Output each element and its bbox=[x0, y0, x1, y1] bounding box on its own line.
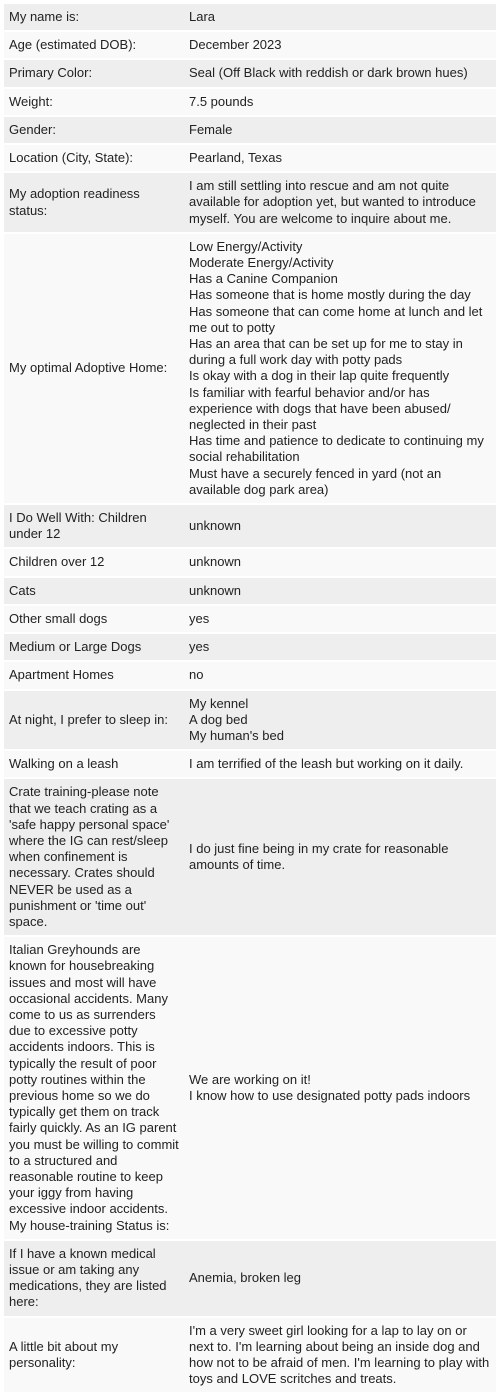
row-value bbox=[184, 513, 496, 539]
profile-row bbox=[4, 634, 496, 660]
row-value bbox=[184, 662, 496, 688]
row-value bbox=[184, 1067, 496, 1109]
profile-table bbox=[4, 4, 496, 1394]
value-line: Moderate Energy/Activity bbox=[189, 255, 334, 271]
row-label: Crate training-please note that we teach crating as a 'safe happy personal space' where the IG can rest/sleep when confinement is necessary. Crates should NEVER be used as a punishment or 'time out' space. bbox=[9, 784, 170, 929]
value-line: Is familiar with fearful behavior and/or has experience with dogs that have been abused/ neglected in their past bbox=[189, 384, 451, 433]
row-label: Weight: bbox=[9, 93, 53, 109]
row-label: I Do Well With: Children under 12 bbox=[9, 510, 147, 542]
profile-row bbox=[4, 60, 496, 86]
value-line: I know how to use designated potty pads indoors bbox=[189, 1087, 471, 1103]
value-line: December 2023 bbox=[189, 37, 282, 53]
value-line: Seal (Off Black with reddish or dark brown hues) bbox=[189, 65, 468, 81]
profile-row bbox=[4, 4, 496, 30]
row-label: My adoption readiness status: bbox=[9, 186, 140, 218]
value-line: Pearland, Texas bbox=[189, 150, 282, 166]
row-value bbox=[184, 145, 496, 171]
profile-row bbox=[4, 505, 496, 547]
value-line: Has someone that is home mostly during the day bbox=[189, 287, 471, 303]
profile-row bbox=[4, 578, 496, 604]
row-label: Apartment Homes bbox=[9, 667, 114, 683]
value-line: yes bbox=[189, 610, 210, 626]
profile-row bbox=[4, 662, 496, 688]
value-line: Has a Canine Companion bbox=[189, 271, 338, 287]
row-value bbox=[184, 606, 496, 632]
row-label: Age (estimated DOB): bbox=[9, 37, 137, 53]
row-value bbox=[184, 691, 496, 750]
value-line: Has time and patience to dedicate to continuing my social rehabilitation bbox=[189, 433, 484, 465]
value-line: Must have a securely fenced in yard (not an available dog park area) bbox=[189, 465, 442, 497]
profile-row bbox=[4, 779, 496, 935]
value-line: My human's bed bbox=[189, 727, 284, 743]
row-label: My name is: bbox=[9, 9, 80, 24]
row-value bbox=[184, 578, 496, 604]
value-line: Female bbox=[189, 121, 233, 137]
value-line: I'm a very sweet girl looking for a lap to lay on or next to. I'm learning about being an inside dog and how not to be afraid of men. I'm learning to play with toys and LOVE scritches and treats. bbox=[189, 1322, 490, 1387]
row-value bbox=[184, 32, 496, 58]
profile-row bbox=[4, 1318, 496, 1393]
value-line: unknown bbox=[189, 518, 242, 534]
row-label: Cats bbox=[9, 582, 36, 598]
value-line: Has someone that can come home at lunch and let me out to potty bbox=[189, 303, 483, 335]
profile-row bbox=[4, 32, 496, 58]
row-label: Other small dogs bbox=[9, 610, 108, 626]
value-line: yes bbox=[189, 639, 210, 655]
row-value bbox=[184, 234, 496, 503]
value-line: A dog bed bbox=[189, 711, 248, 727]
row-label: Medium or Large Dogs bbox=[9, 639, 142, 655]
row-value bbox=[184, 89, 496, 115]
row-value bbox=[184, 836, 496, 878]
profile-row bbox=[4, 937, 496, 1239]
value-line: no bbox=[189, 667, 204, 683]
row-label: Italian Greyhounds are known for housebreaking issues and most will have occasional accidents. Many come to us as surrenders due to excessive potty accidents indoors. This is typically the result of poor potty routines within the previous home so we do typically get them on track fairly quickly. As an IG parent you must be willing to commit to a structured and reasonable routine to keep your iggy from having excessive indoor accidents. My house-training Status is: bbox=[9, 942, 179, 1233]
value-line: We are working on it! bbox=[189, 1071, 311, 1087]
profile-row bbox=[4, 234, 496, 503]
value-line: I do just fine being in my crate for reasonable amounts of time. bbox=[189, 841, 449, 873]
value-line: Is okay with a dog in their lap quite frequently bbox=[189, 368, 450, 384]
row-label: If I have a known medical issue or am taking any medications, they are listed here: bbox=[9, 1245, 167, 1310]
row-label: A little bit about my personality: bbox=[9, 1338, 119, 1371]
profile-row bbox=[4, 606, 496, 632]
profile-row bbox=[4, 549, 496, 575]
value-line: My kennel bbox=[189, 695, 249, 711]
row-label: My optimal Adoptive Home: bbox=[9, 360, 168, 376]
value-line: I am terrified of the leash but working on it daily. bbox=[189, 756, 464, 772]
value-line: unknown bbox=[189, 554, 242, 570]
value-line: I am still settling into rescue and am not quite available for adoption yet, but wanted to introduce myself. You are welcome to inquire about me. bbox=[189, 178, 476, 226]
profile-row bbox=[4, 89, 496, 115]
row-value bbox=[184, 1318, 496, 1393]
profile-row bbox=[4, 117, 496, 143]
profile-row bbox=[4, 173, 496, 232]
row-value bbox=[184, 4, 496, 30]
value-line: Anemia, broken leg bbox=[189, 1270, 302, 1286]
row-value bbox=[184, 117, 496, 143]
row-label: Children over 12 bbox=[9, 554, 105, 570]
value-line: 7.5 pounds bbox=[189, 93, 254, 109]
profile-row bbox=[4, 691, 496, 750]
row-label: Walking on a leash bbox=[9, 756, 119, 772]
row-value bbox=[184, 60, 496, 86]
row-value bbox=[184, 1265, 496, 1291]
row-label: At night, I prefer to sleep in: bbox=[9, 711, 168, 727]
value-line: unknown bbox=[189, 582, 242, 598]
value-line: Has an area that can be set up for me to stay in during a full work day with potty pads bbox=[189, 336, 463, 368]
profile-row bbox=[4, 1241, 496, 1316]
row-label: Location (City, State): bbox=[9, 150, 134, 166]
row-value bbox=[184, 549, 496, 575]
profile-row bbox=[4, 751, 496, 777]
row-value bbox=[184, 751, 496, 777]
value-line: Low Energy/Activity bbox=[189, 238, 303, 254]
profile-row bbox=[4, 145, 496, 171]
row-label: Primary Color: bbox=[9, 65, 93, 81]
row-value bbox=[184, 173, 496, 232]
row-label: Gender: bbox=[9, 121, 56, 137]
row-value bbox=[184, 634, 496, 660]
value-line: Lara bbox=[189, 9, 216, 24]
